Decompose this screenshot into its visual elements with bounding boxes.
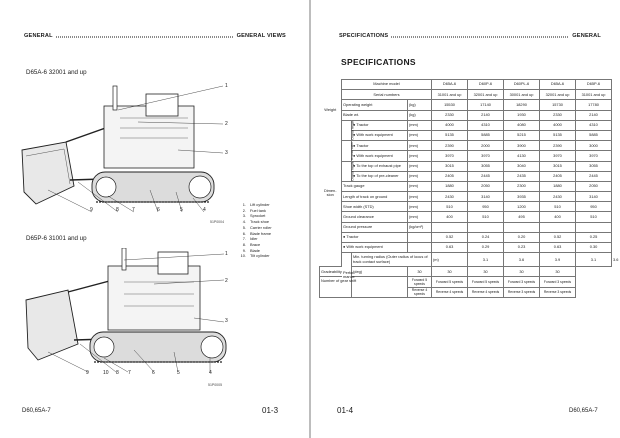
value-cell: 17780 [576,100,612,110]
value-cell: 4310 [576,120,612,130]
value-cell: 0.63 [540,243,576,253]
table-row [320,243,612,253]
table-row [320,267,612,277]
value-cell: 950 [468,202,504,212]
bulldozer-illustration-d65a [18,80,248,218]
value-cell: 2445 [468,171,504,181]
value-cell: 400 [540,212,576,222]
value-cell: 30 [408,267,432,277]
table-row [320,222,612,232]
fig2-callout-5: 5 [177,370,180,376]
section-label: SPECIFICATIONS [339,33,391,39]
callout-8: 8 [116,207,119,213]
value-cell: 2330 [432,110,468,120]
left-page [0,0,309,438]
value-cell: 3040 [504,161,540,171]
value-cell: 2330 [540,110,576,120]
section-title: GENERAL VIEWS [234,33,286,39]
fig2-callout-7: 7 [128,370,131,376]
value-cell: 0.52 [432,232,468,242]
parts-item: 5. Carrier roller [242,224,272,230]
table-row [320,80,612,90]
value-cell: 0.24 [468,232,504,242]
row-label: Number of gear shift [320,277,408,297]
right-page [311,0,620,438]
value-cell: 3055 [576,161,612,171]
value-cell: 1880 [432,181,468,191]
machine-model-label: Machine model [342,80,432,90]
value-cell: 3935 [504,192,540,202]
value-cell [432,222,468,232]
serial-label: Serial numbers [342,90,432,100]
callout-5: 5 [180,207,183,213]
value-cell: 2390 [540,141,576,151]
value-cell: 0.20 [504,232,540,242]
model-cell: D60P-6 [468,80,504,90]
value-cell: 495 [504,212,540,222]
row-unit: (kg) [408,110,432,120]
value-cell: 0.29 [468,243,504,253]
value-cell: 4000 [432,120,468,130]
value-cell: 3.9 [540,253,576,267]
table-row [320,120,612,130]
row-label: ● With work equipment [342,243,408,253]
row-label: Shoe width (STD) [342,202,408,212]
row-label: Track gauge [342,181,408,191]
value-cell: 5135 [540,130,576,140]
table-row [320,161,612,171]
value-cell: 3000 [576,141,612,151]
value-cell [540,222,576,232]
value-cell: 2140 [576,110,612,120]
value-cell: 1880 [540,181,576,191]
row-unit: (mm) [408,161,432,171]
value-cell: Reverse 3 speeds [540,287,576,297]
page-number: 01-4 [337,406,354,415]
table-row [320,141,612,151]
table-row [320,151,612,161]
row-label: Blade wt. [342,110,408,120]
fig2-callout-1: 1 [225,251,228,257]
row-label: Operating weight [342,100,408,110]
value-cell: 3.1 [468,253,504,267]
table-row [320,100,612,110]
value-cell: 950 [576,202,612,212]
value-cell: 2050 [468,181,504,191]
serial-cell: 30001 and up [504,90,540,100]
row-label: Ground pressure [342,222,408,232]
row-label: ● Tractor [342,232,408,242]
table-row [320,192,612,202]
fig2-callout-10: 10 [103,370,109,376]
parts-item: 9. Blade [242,247,260,253]
row-unit: (mm) [408,192,432,202]
figure1-title: D65A-6 32001 and up [26,69,87,76]
table-row [320,171,612,181]
value-cell: 510 [432,202,468,212]
value-cell: Reverse 4 speeds [408,287,432,297]
section-title: GENERAL [569,33,601,39]
value-cell: 2000 [468,141,504,151]
value-cell: 2300 [504,181,540,191]
specifications-table [319,79,619,298]
row-unit: (mm) [408,181,432,191]
value-cell: 2390 [432,141,468,151]
value-cell: 2430 [432,192,468,202]
serial-cell: 31001 and up [432,90,468,100]
model-cell: D65A-6 [540,80,576,90]
row-unit: (kg) [408,100,432,110]
value-cell: 30 [468,267,504,277]
value-cell: 510 [540,202,576,212]
value-cell: 510 [576,212,612,222]
value-cell: 400 [432,212,468,222]
callout-3: 3 [225,150,228,156]
section-label: GENERAL [24,33,56,39]
value-cell: 3.6 [504,253,540,267]
value-cell [504,222,540,232]
fig2-callout-4: 4 [209,370,212,376]
value-cell: 5215 [504,130,540,140]
row-unit: (m) [432,253,468,267]
subcategory-overall-height: Overall height [342,161,352,181]
footer-model: D60,65A-7 [569,408,598,414]
value-cell: 0.25 [576,232,612,242]
value-cell: 1930 [504,110,540,120]
value-cell: 4130 [504,151,540,161]
footer-model: D60,65A-7 [22,408,51,414]
value-cell: 3970 [540,151,576,161]
row-unit: (mm) [408,120,432,130]
parts-item: 2. Fuel tank [242,207,267,213]
parts-item: 7. Idler [242,236,258,242]
parts-item: 8. Brace [242,241,261,247]
value-cell: Reverse 3 speeds [504,287,540,297]
row-label: ● Tractor [352,120,408,130]
table-row [320,202,612,212]
table-row: Perfor- mance Min. turning radius (Outer radius of locus of track contact surface) (m) 3.1 3.6 3.9 3.1 3.6 [320,253,612,267]
value-cell: 0.30 [576,243,612,253]
callout-2: 2 [225,121,228,127]
value-cell: 18290 [504,100,540,110]
category-performance: Perfor- mance [342,253,352,298]
value-cell: 30 [540,267,576,277]
bulldozer-illustration-d65p [24,248,244,380]
value-cell: Reverse 4 speeds [468,287,504,297]
value-cell: 5885 [576,130,612,140]
row-unit: (kg/cm²) [408,222,432,232]
model-cell: D65P-6 [576,80,612,90]
value-cell: 3970 [468,151,504,161]
right-header [339,33,601,41]
fig2-callout-6: 6 [152,370,155,376]
category-dimension: Dimen- sion [320,120,342,266]
row-label: ● To the top of pre-cleaner [352,171,408,181]
value-cell: 2050 [576,181,612,191]
table-row [320,232,612,242]
row-label: Length of track on ground [342,192,408,202]
callout-4: 4 [203,207,206,213]
row-label: Ground clearance [342,212,408,222]
value-cell: 5135 [432,130,468,140]
figure2-title: D65P-6 31001 and up [26,235,87,242]
fig2-callout-3: 3 [225,318,228,324]
value-cell: Forward 5 speeds [408,277,432,287]
value-cell [576,222,612,232]
fig2-callout-9: 9 [86,370,89,376]
parts-item: 1. Lift cylinder [242,202,270,207]
table-row [320,181,612,191]
value-cell: 2405 [540,171,576,181]
row-unit: (mm) [408,212,432,222]
row-label: ● With work equipment [352,130,408,140]
value-cell: 3970 [576,151,612,161]
parts-item: 3. Sprocket [242,213,266,219]
row-label: Min. turning radius (Outer radius of locus of track contact surface) [352,253,432,267]
value-cell: Forward 5 speeds [468,277,504,287]
table-row [320,110,612,120]
value-cell: 0.63 [432,243,468,253]
table-row [320,130,612,140]
value-cell: 2140 [468,110,504,120]
value-cell: 30 [432,267,468,277]
subcategory-overall-length: Overall length [342,120,352,140]
value-cell: Forward 3 speeds [504,277,540,287]
value-cell [468,222,504,232]
value-cell: 30 [504,267,540,277]
value-cell: 2430 [540,192,576,202]
value-cell: 0.52 [540,232,576,242]
row-label: Gradeability [320,267,352,277]
value-cell: 4000 [540,120,576,130]
serial-cell: 32001 and up [468,90,504,100]
value-cell: 1200 [504,202,540,212]
fig2-callout-8: 8 [116,370,119,376]
table-row [320,277,612,287]
row-label: ● With work equipment [352,151,408,161]
model-cell: D65A-6 [432,80,468,90]
parts-item: 10. Tilt cylinder [240,253,270,259]
model-cell: D60PL-6 [504,80,540,90]
row-unit [408,243,432,253]
value-cell: Forward 5 speeds [432,277,468,287]
parts-item: 6. Blade frame [242,230,271,236]
subcategory-overall-width: Overall width [342,141,352,161]
value-cell: 3900 [504,141,540,151]
value-cell: 2445 [576,171,612,181]
value-cell: 3015 [540,161,576,171]
value-cell: 5885 [468,130,504,140]
value-cell: 17140 [468,100,504,110]
fig2-callout-2: 2 [225,278,228,284]
category-weight: Weight [320,100,342,120]
value-cell: 0.23 [504,243,540,253]
table-row [320,212,612,222]
page-number: 01-3 [262,406,279,415]
left-header [24,33,286,41]
value-cell: 3015 [432,161,468,171]
figure1-code: 51P0004 [210,220,225,224]
serial-cell: 31001 and up [576,90,612,100]
value-cell: 3140 [576,192,612,202]
row-unit: (mm) [408,171,432,181]
value-cell: 510 [468,212,504,222]
value-cell: Forward 3 speeds [540,277,576,287]
value-cell: 3055 [468,161,504,171]
callout-1: 1 [225,83,228,89]
figure2-code: 51P0005 [208,383,223,387]
row-unit [408,232,432,242]
row-unit: (deg) [352,267,408,277]
callout-7: 7 [132,207,135,213]
row-unit: (mm) [408,202,432,212]
value-cell: 3140 [468,192,504,202]
callout-6: 6 [157,207,160,213]
parts-item: 4. Track shoe [242,219,270,225]
value-cell: 3970 [432,151,468,161]
value-cell: 15730 [540,100,576,110]
value-cell: 3.1 [576,253,612,267]
row-unit: (mm) [408,130,432,140]
row-label: ● Tractor [352,141,408,151]
row-label: ● To the top of exhaust pipe [352,161,408,171]
value-cell: 15530 [432,100,468,110]
value-cell: 4310 [468,120,504,130]
row-unit: (mm) [408,151,432,161]
serial-cell: 32001 and up [540,90,576,100]
table-row [320,90,612,100]
page-title: SPECIFICATIONS [341,57,416,67]
row-unit: (mm) [408,141,432,151]
value-cell: 4080 [504,120,540,130]
value-cell: Reverse 4 speeds [432,287,468,297]
callout-9: 9 [90,207,93,213]
value-cell: 2405 [432,171,468,181]
value-cell: 2435 [504,171,540,181]
